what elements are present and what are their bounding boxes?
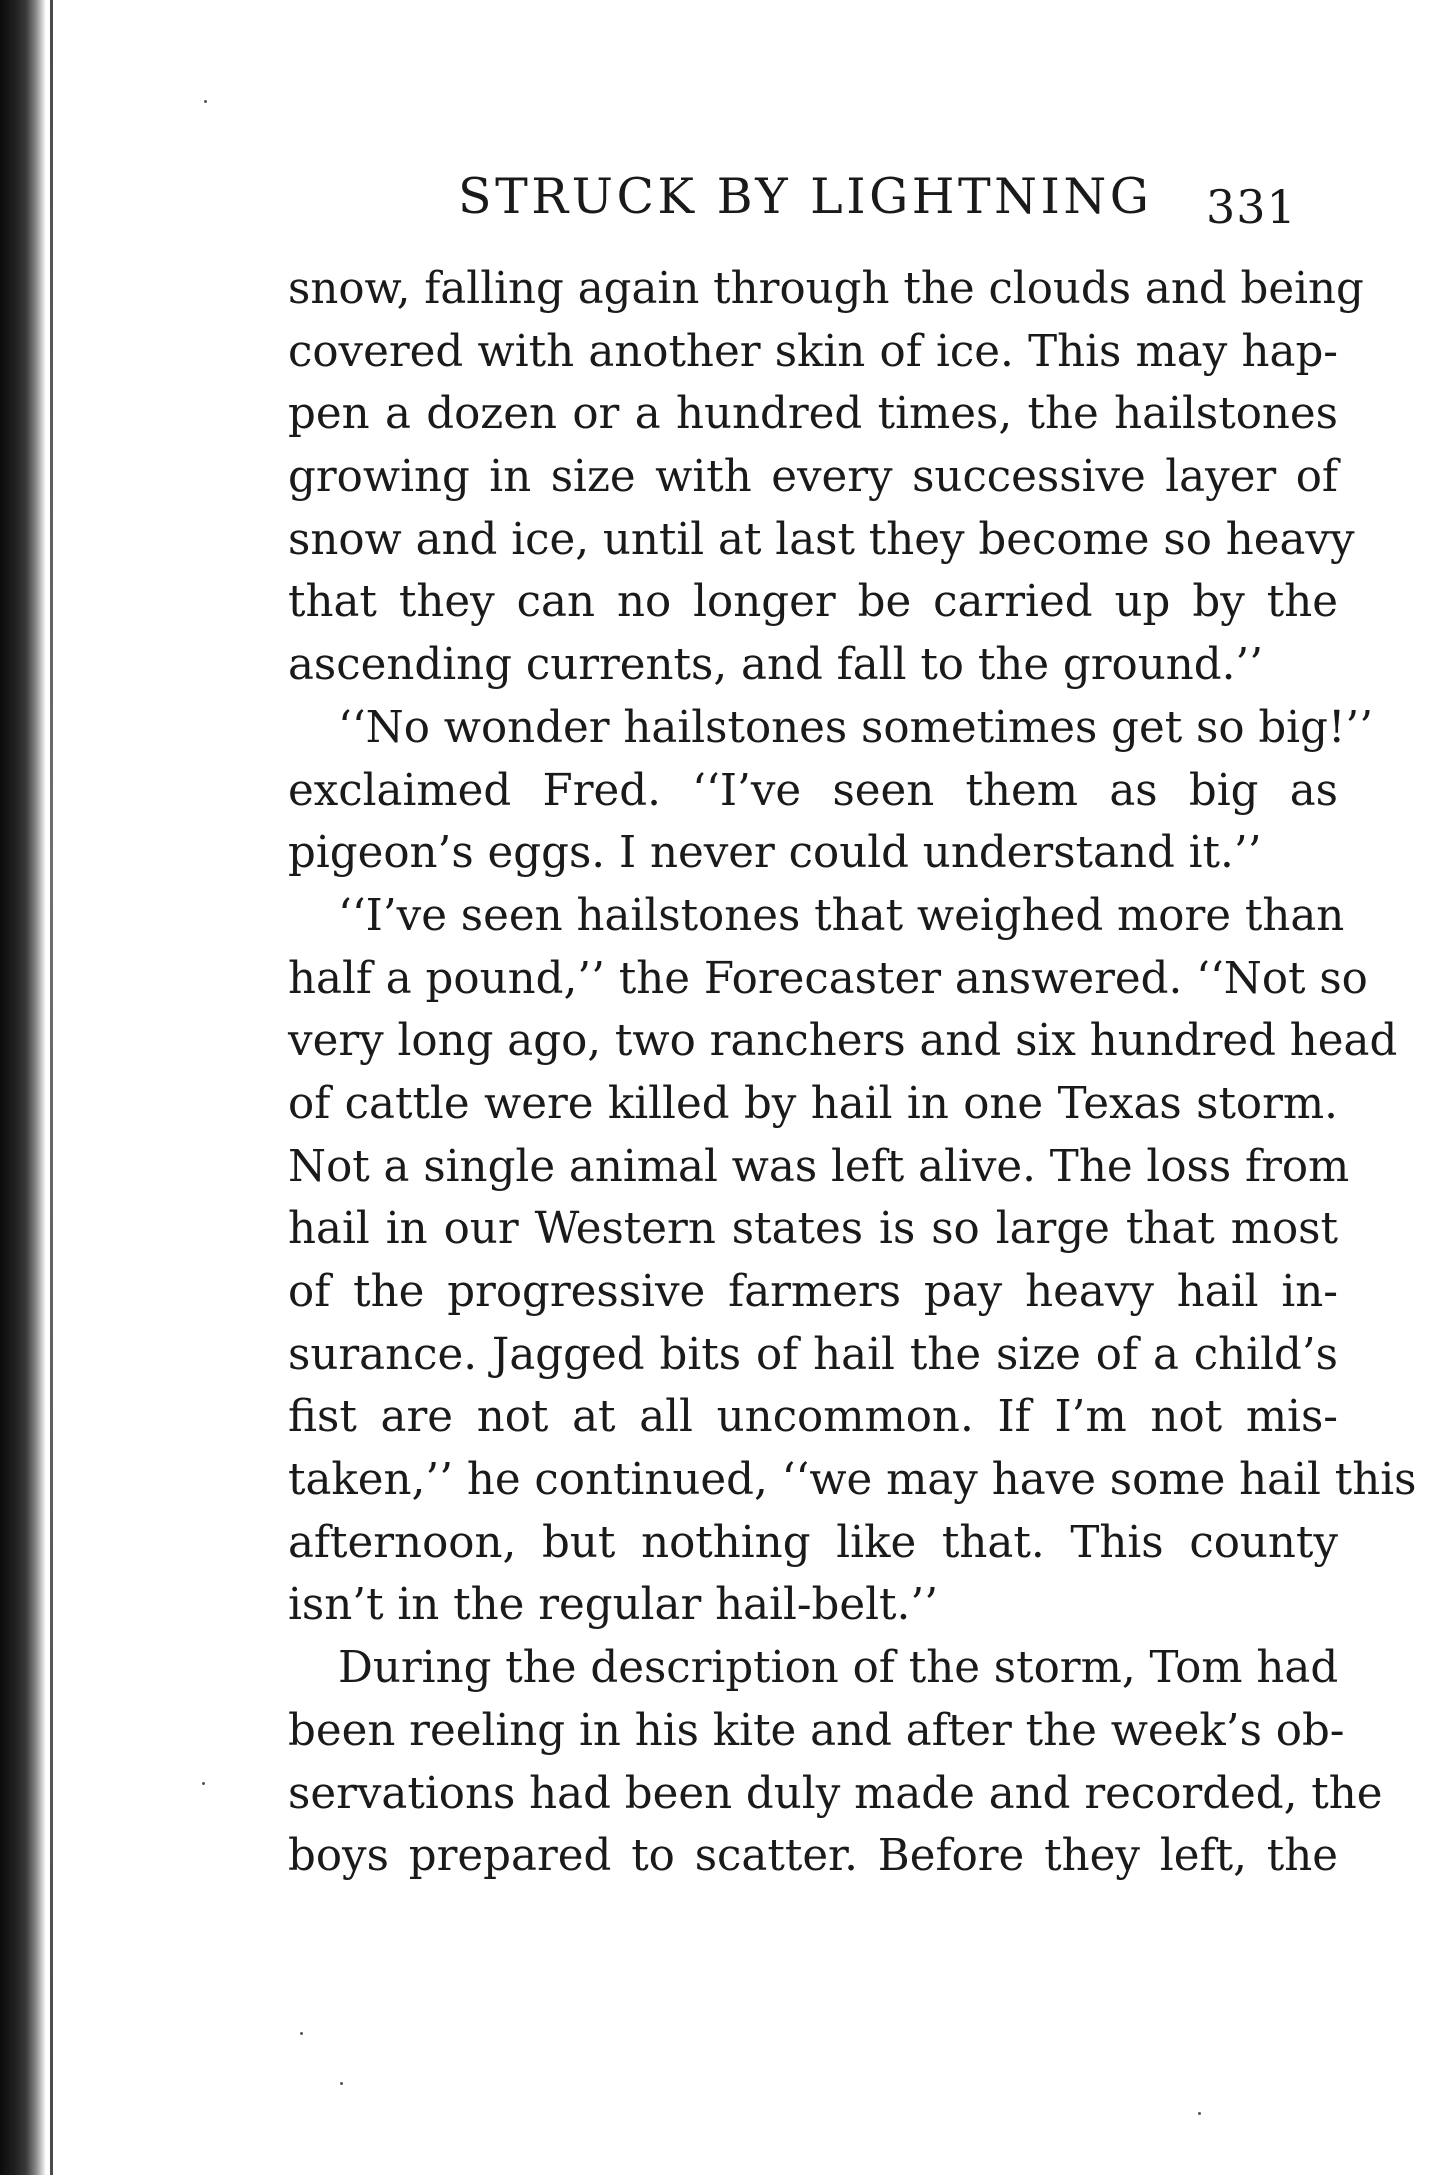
page-number: 331 (1206, 180, 1297, 234)
text-line: snow, falling again through the clouds and being (288, 264, 1364, 314)
text-line: surance. Jagged bits of hail the size of a child’s (288, 1329, 1338, 1380)
text-line: been reeling in his kite and after the week’s ob- (288, 1705, 1345, 1756)
page-binding-line (50, 0, 53, 2175)
text-line: ‘‘No wonder hailstones sometimes get so big!’’ (338, 702, 1374, 753)
paper-speck (300, 2032, 303, 2035)
text-line: covered with another skin of ice. This may hap- (288, 326, 1338, 377)
paper-speck (204, 100, 207, 103)
paper-speck (202, 1782, 205, 1785)
text-line: fist are not at all uncommon. If I’m not mis- (288, 1392, 1338, 1443)
text-line: During the description of the storm, Tom had (338, 1643, 1339, 1694)
text-line: Not a single animal was left alive. The loss from (288, 1141, 1350, 1192)
body-text (288, 258, 1417, 1888)
text-line: afternoon, but nothing like that. This county (288, 1517, 1338, 1568)
text-line: half a pound,’’ the Forecaster answered. ‘‘Not so (288, 953, 1368, 1004)
paper-speck (1198, 2112, 1201, 2115)
running-head (288, 168, 1338, 248)
paper-speck (340, 2082, 343, 2085)
text-line: servations had been duly made and recorded, the (288, 1768, 1383, 1819)
text-line: that they can no longer be carried up by the (288, 577, 1338, 628)
page-binding-edge (0, 0, 46, 2175)
text-line: ‘‘I’ve seen hailstones that weighed more than (338, 890, 1345, 941)
text-line: growing in size with every successive layer of (288, 452, 1338, 503)
text-line: snow and ice, until at last they become so heavy (288, 514, 1355, 565)
text-line: of cattle were killed by hail in one Texas storm. (288, 1078, 1338, 1129)
text-line: pigeon’s eggs. I never could understand it.’’ (288, 828, 1262, 879)
text-line: boys prepared to scatter. Before they left, the (288, 1831, 1338, 1882)
text-line: exclaimed Fred. ‘‘I’ve seen them as big as (288, 765, 1338, 816)
text-line: of the progressive farmers pay heavy hail in- (288, 1267, 1338, 1317)
text-line: very long ago, two ranchers and six hundred head (288, 1016, 1398, 1067)
text-line: pen a dozen or a hundred times, the hailstones (288, 389, 1338, 440)
text-line: ascending currents, and fall to the ground.’’ (288, 640, 1264, 691)
text-line: hail in our Western states is so large that most (288, 1204, 1338, 1255)
running-title: STRUCK BY LIGHTNING (458, 168, 1153, 225)
text-line: isn’t in the regular hail-belt.’’ (288, 1580, 939, 1631)
text-line: taken,’’ he continued, ‘‘we may have some hail this (288, 1455, 1417, 1506)
